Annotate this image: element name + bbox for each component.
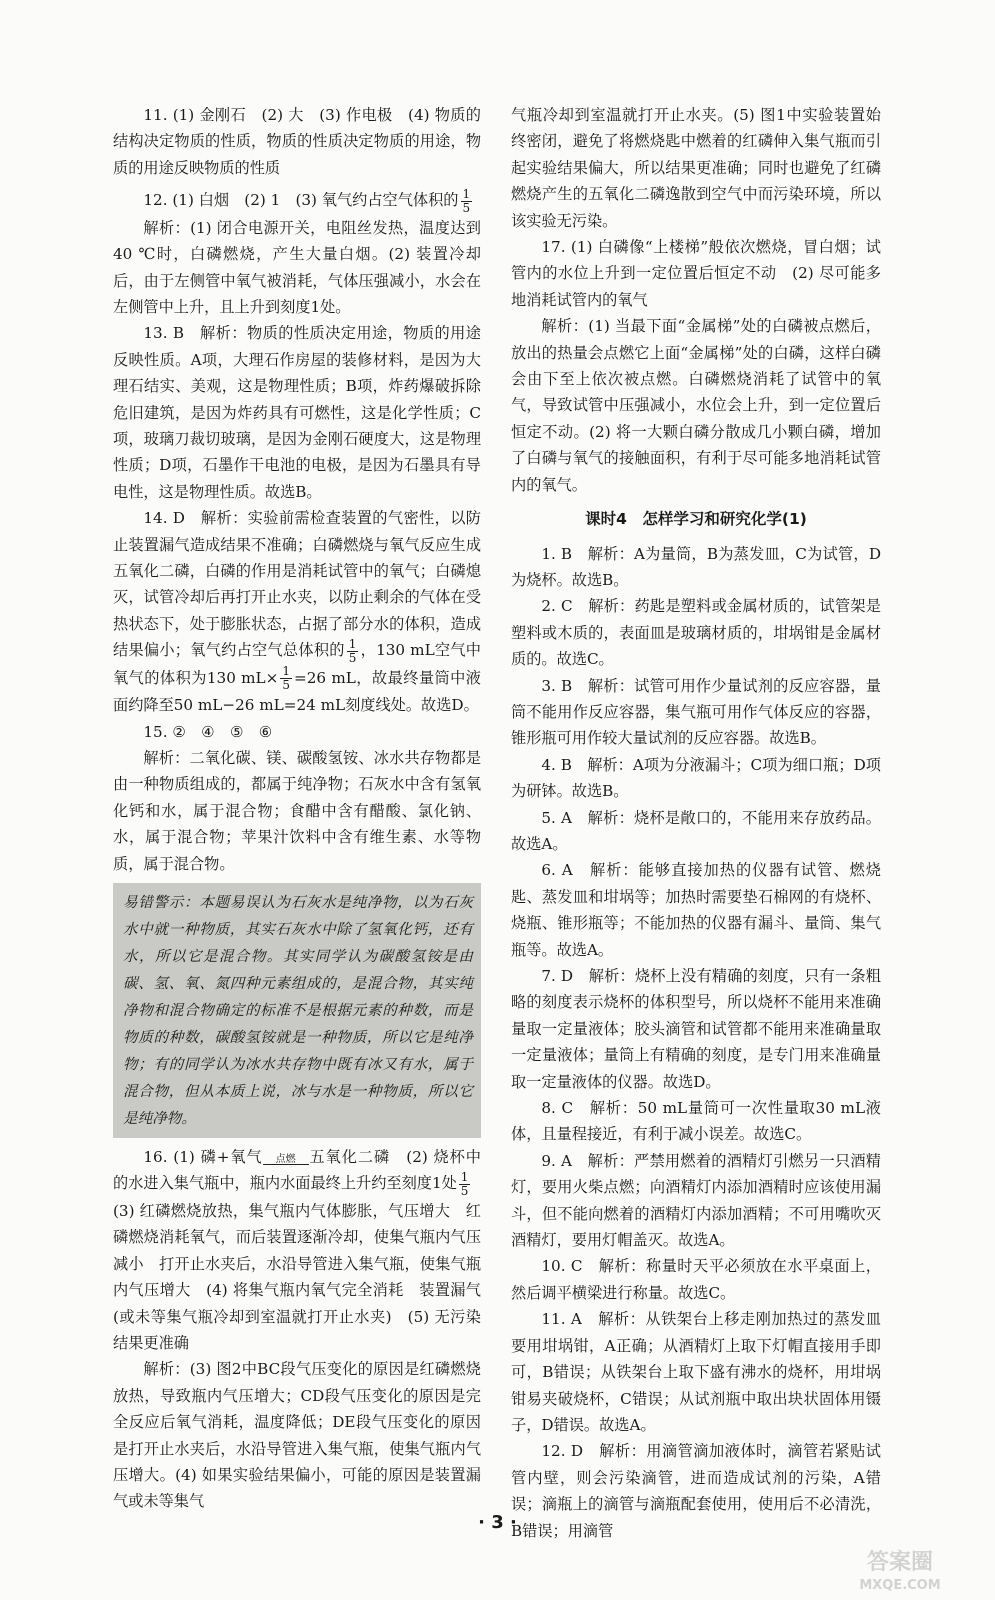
watermark-logo [825, 1545, 975, 1595]
answer-16-continued: 气瓶冷却到室温就打开止水夹。(5) 图1中实验装置始终密闭，避免了将燃烧匙中燃着的红磷伸入集气瓶而引起实验结果偏大，所以结果更准确；同时也避免了红磷燃烧产生的五氧化二磷逸散到空气中而污染环境，所以该实验无污染。 [511, 106, 881, 230]
answer-15-explanation: 解析：二氧化碳、镁、碳酸氢铵、冰水共存物都是由一种物质组成的，都属于纯净物；石灰水中含有氢氧化钙和水，属于混合物；食醋中含有醋酸、氯化钠、水，属于混合物；苹果汁饮料中含有维生素、水等物质，属于混合物。 [113, 749, 481, 873]
lesson-answer-5: 5. A 解析：烧杯是敞口的，不能用来存放药品。故选A。 [511, 808, 881, 853]
lesson-answer-8: 8. C 解析：50 mL量筒可一次性量取30 mL液体，且量程接近，有利于减小误差。故选C。 [511, 1099, 881, 1144]
lesson-answer-3: 3. B 解析：试管可用作少量试剂的反应容器，量筒不能用作反应容器，集气瓶可用作气体反应的容器，锥形瓶可用作较大量试剂的反应容器。故选B。 [511, 676, 881, 748]
answer-12-explanation: 解析：(1) 闭合电源开关，电阻丝发热，温度达到40 ℃时，白磷燃烧，产生大量白烟。(2) 装置冷却后，由于左侧管中氧气被消耗，气体压强减小，水会在左侧管中上升，且上升到刻度1处。 [113, 218, 481, 316]
lesson-answer-12: 12. D 解析：用滴管滴加液体时，滴管若紧贴试管内壁，则会污染滴管，进而造成试剂的污染，A错误；滴瓶上的滴管与滴瓶配套使用，使用后不必清洗，B错误；用滴管 [511, 1442, 881, 1540]
answer-16-explanation: 解析：(3) 图2中BC段气压变化的原因是红磷燃烧放热，导致瓶内气压增大；CD段气压变化的原因是完全反应后氧气消耗，温度降低；DE段气压变化的原因是打开止水夹后，水沿导管进入集气瓶，使集气瓶内气压增大。(4) 如果实验结果偏小，可能的原因是装置漏气或未等集气 [113, 1360, 481, 1511]
answer-13: 13. B 解析：物质的性质决定用途，物质的用途反映性质。A项，大理石作房屋的装修材料，是因为大理石结实、美观，这是物理性质；B项，炸药爆破拆除危旧建筑，是因为炸药具有可燃性，这是化学性质；C项，玻璃刀裁切玻璃，是因为金刚石硬度大，这是物理性质；D项，石墨作干电池的电极，是因为石墨具有导电性，这是物理性质。故选B。 [113, 324, 481, 501]
lesson-answer-1: 1. B 解析：A为量筒，B为蒸发皿，C为试管，D为烧杯。故选B。 [511, 544, 881, 589]
fraction: $\frac{1}{5}$ [462, 186, 471, 215]
lesson-answer-7: 7. D 解析：烧杯上没有精确的刻度，只有一条粗略的刻度表示烧杯的体积型号，所以烧杯不能用来准确量取一定量液体；胶头滴管和试管都不能用来准确量取一定量液体；量筒上有精确的刻度，是专门用来准确量取一定量液体的仪器。故选D。 [511, 967, 881, 1091]
answer-11: 11. (1) 金刚石 (2) 大 (3) 作电极 (4) 物质的结构决定物质的性质，物质的性质决定物质的用途，物质的用途反映物质的性质 [113, 106, 481, 177]
watermark-url: MXQE.COM [859, 1578, 941, 1593]
lesson-title: 课时4 怎样学习和研究化学(1) [585, 510, 807, 529]
error-warning-box: 易错警示：本题易误认为石灰水是纯净物，以为石灰水中就一种物质，其实石灰水中除了氢氧化钙，还有水，所以它是混合物。其实同学认为碳酸氢铵是由碳、氢、氧、氮四种元素组成的，是混合物，其实纯净物和混合物确定的标准不是根据元素的种数，而是物质的种数，碳酸氢铵就是一种物质，所以它是纯净物；有的同学认为冰水共存物中既有冰又有水，属于混合物，但从本质上说，冰与水是一种物质，所以它是纯净物。 [113, 883, 481, 1138]
watermark-text: 答案圈 [866, 1550, 934, 1575]
lesson-answer-10: 10. C 解析：称量时天平必须放在水平桌面上，然后调平横梁进行称量。故选C。 [511, 1257, 881, 1302]
answer-15: 15. ② ④ ⑤ ⑥ [143, 722, 273, 741]
fraction: $\frac{1}{5}$ [460, 1169, 469, 1198]
lesson-answer-6: 6. A 解析：能够直接加热的仪器有试管、燃烧匙、蒸发皿和坩埚等；加热时需要垫石棉网的有烧杯、烧瓶、锥形瓶等；不能加热的仪器有漏斗、量筒、集气瓶等。故选A。 [511, 861, 881, 959]
lesson-answer-2: 2. C 解析：药匙是塑料或金属材质的，试管架是塑料或木质的，表面皿是玻璃材质的，坩埚钳是金属材质的。故选C。 [511, 597, 881, 669]
page-number: · 3 · [478, 1512, 517, 1533]
answer-16: 16. (1) 磷+氧气 点燃 五氧化二磷 (2) 烧杯中的水进入集气瓶中，瓶内水面最终上升约至刻度1处 $\frac{1}{5}$ [113, 1148, 481, 1198]
lesson-answer-11: 11. A 解析：从铁架台上移走刚加热过的蒸发皿要用坩埚钳，A正确；从酒精灯上取下灯帽直接用手即可，B错误；从铁架台上取下盛有沸水的烧杯，用坩埚钳易夹破烧杯，C错误；从试剂瓶中取出块状固体用镊子，D错误。故选A。 [511, 1310, 881, 1434]
answer-17: 17. (1) 白磷像“上楼梯”般依次燃烧，冒白烟；试管内的水位上升到一定位置后恒定不动 (2) 尽可能多地消耗试管内的氧气 [511, 238, 881, 309]
right-column [511, 102, 881, 1544]
fraction: $\frac{1}{5}$ [282, 664, 290, 693]
answer-16-part3: (3) 红磷燃烧放热，集气瓶内气体膨胀，气压增大 红磷燃烧消耗氧气，而后装置逐渐冷却，使集气瓶内气压减小 打开止水夹后，水沿导管进入集气瓶，使集气瓶内气压增大 (4) 将集气瓶内氧气完全消耗 装置漏气(或未等集气瓶冷却到室温就打开止水夹) (5) 无污染 结果更准确 [113, 1201, 497, 1352]
answer-17-explanation: 解析：(1) 当最下面“金属梯”处的白磷被点燃后，放出的热量会点燃它上面“金属梯”处的白磷，这样白磷会由下至上依次被点燃。白磷燃烧消耗了试管中的氧气，导致试管中压强减小，水位会上升，到一定位置后恒定不动。(2) 将一大颗白磷分散成几小颗白磷，增加了白磷与氧气的接触面积，有利于尽可能多地消耗试管内的氧气。 [511, 317, 881, 494]
lesson-answer-4: 4. B 解析：A项为分液漏斗；C项为细口瓶；D项为研钵。故选B。 [511, 755, 881, 801]
reaction-arrow: 点燃 [263, 1155, 309, 1165]
lesson-answer-9: 9. A 解析：严禁用燃着的酒精灯引燃另一只酒精灯，要用火柴点燃；向酒精灯内添加酒精时应该使用漏斗，但不能向燃着的酒精灯内添加酒精；不可用嘴吹灭酒精灯，要用灯帽盖灭。故选A。 [511, 1151, 881, 1250]
left-column [113, 102, 497, 1515]
answer-12: 12. (1) 白烟 (2) 1 (3) 氧气约占空气体积的 $\frac{1}{5}$ [143, 186, 471, 215]
answer-14: 14. D 解析：实验前需检查装置的气密性，以防止装置漏气造成结果不准确；白磷燃烧与氧气反应生成五氧化二磷，白磷的作用是消耗试管中的氧气；白磷熄灭，试管冷却后再打开止水夹，以防止剩余的气体在受热状态下，处于膨胀状态，占据了部分水的体积，造成结果偏小；氧气约占空气总体积的 $\frac{1}{5}$ ，130 mL空气中氧气的体积为130 mL× $\frac{1}{5}$ =26 mL，故最终量筒中液面约降至50 mL−26 mL=24 mL刻度线处。故选D。 [113, 509, 481, 715]
fraction: $\frac{1}{5}$ [348, 636, 357, 665]
